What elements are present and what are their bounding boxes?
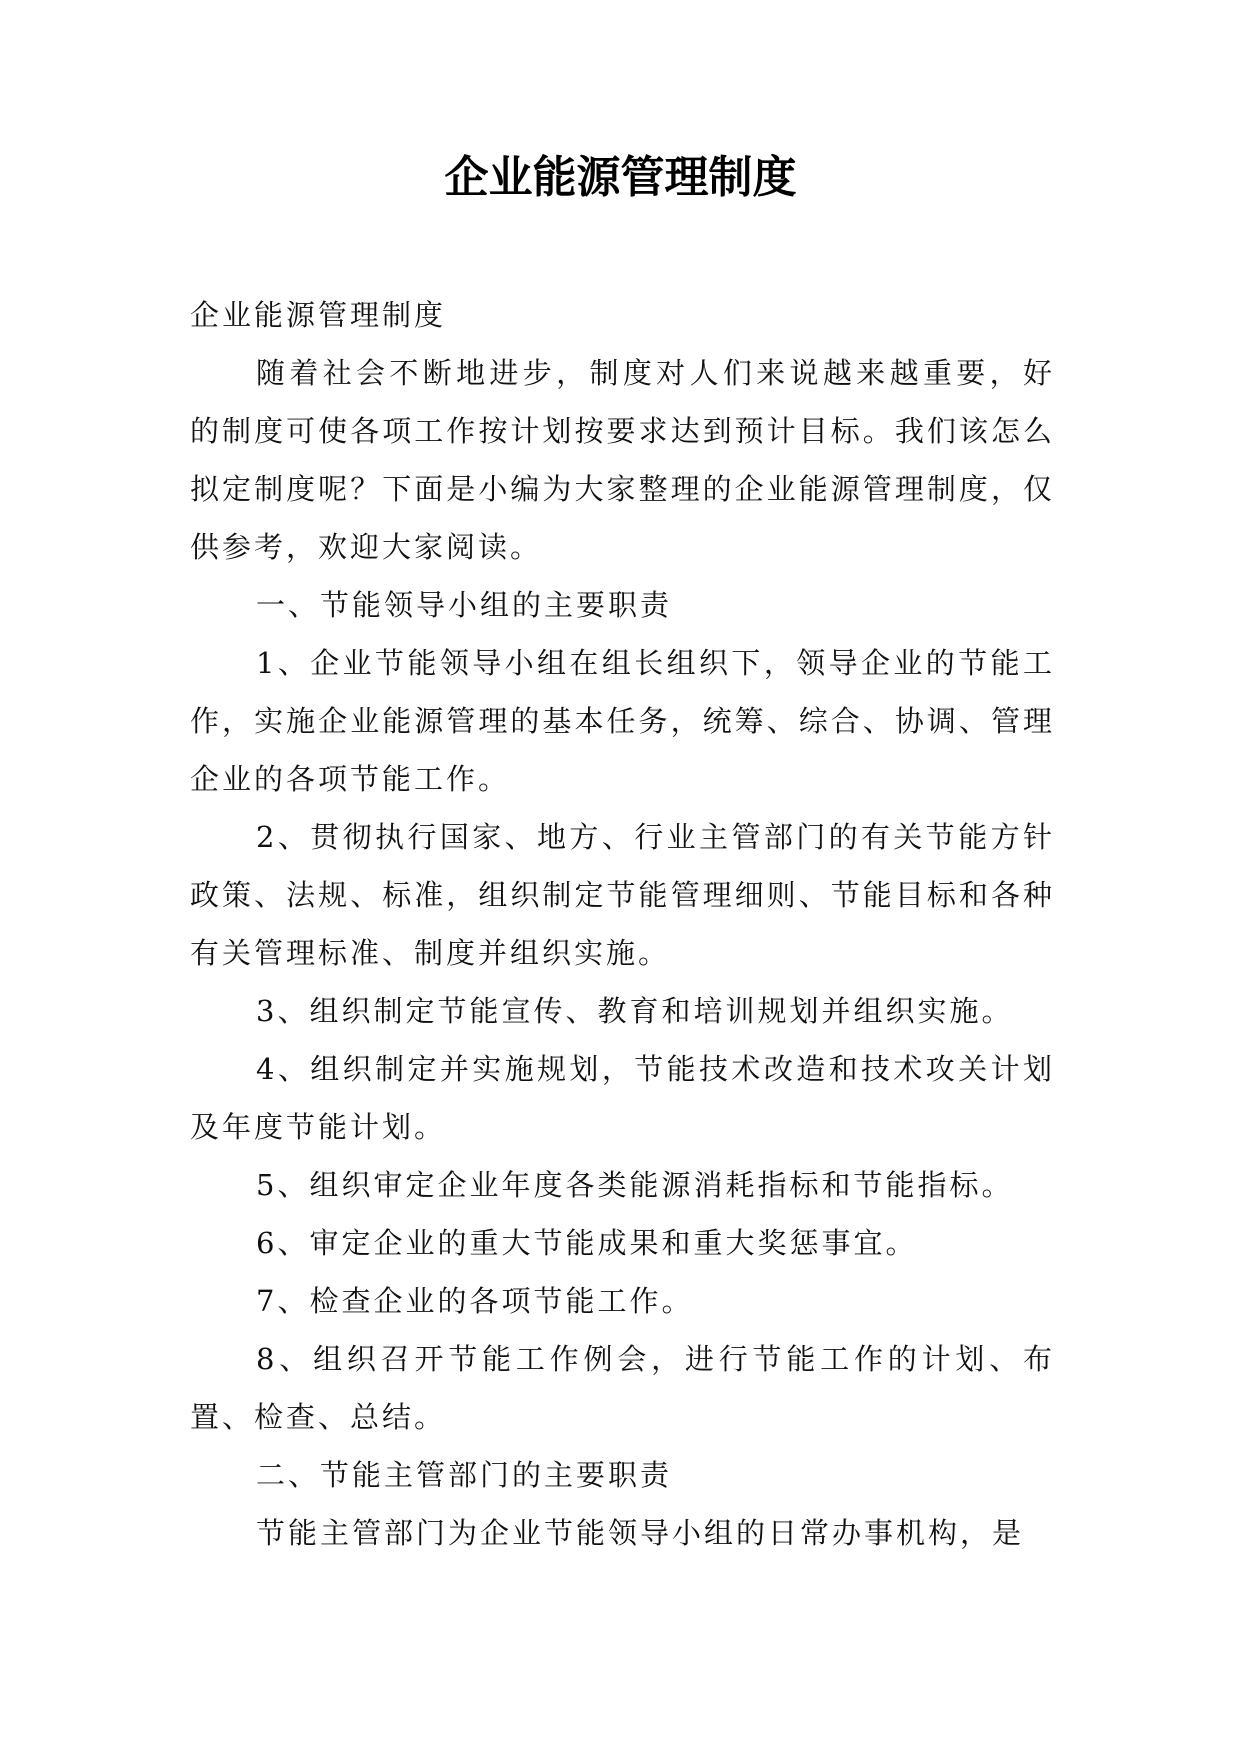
paragraph-item-4: 4、组织制定并实施规划，节能技术改造和技术攻关计划及年度节能计划。 — [190, 1052, 1055, 1144]
paragraph-item-7: 7、检查企业的各项节能工作。 — [256, 1284, 694, 1318]
paragraph-section-2-intro: 节能主管部门为企业节能领导小组的日常办事机构，是 — [256, 1516, 1025, 1550]
paragraph-item-6: 6、审定企业的重大节能成果和重大奖惩事宜。 — [256, 1226, 918, 1260]
document-body — [190, 286, 1055, 1562]
paragraph-item-8: 8、组织召开节能工作例会，进行节能工作的计划、布置、检查、总结。 — [190, 1342, 1055, 1434]
document-title: 企业能源管理制度 — [444, 152, 797, 203]
paragraph-intro: 随着社会不断地进步，制度对人们来说越来越重要，好的制度可使各项工作按计划按要求达到预计目标。我们该怎么拟定制度呢？下面是小编为大家整理的企业能源管理制度，仅供参考，欢迎大家阅读。 — [190, 356, 1055, 564]
paragraph-item-3: 3、组织制定节能宣传、教育和培训规划并组织实施。 — [256, 994, 1014, 1028]
paragraph-item-1: 1、企业节能领导小组在组长组织下，领导企业的节能工作，实施企业能源管理的基本任务，统筹、综合、协调、管理企业的各项节能工作。 — [190, 646, 1055, 796]
paragraph-item-2: 2、贯彻执行国家、地方、行业主管部门的有关节能方针政策、法规、标准，组织制定节能管理细则、节能目标和各种有关管理标准、制度并组织实施。 — [190, 820, 1055, 970]
paragraph-subtitle: 企业能源管理制度 — [190, 298, 447, 332]
section-heading-1: 一、节能领导小组的主要职责 — [256, 588, 673, 622]
paragraph-item-5: 5、组织审定企业年度各类能源消耗指标和节能指标。 — [256, 1168, 1014, 1202]
section-heading-2: 二、节能主管部门的主要职责 — [256, 1458, 673, 1492]
